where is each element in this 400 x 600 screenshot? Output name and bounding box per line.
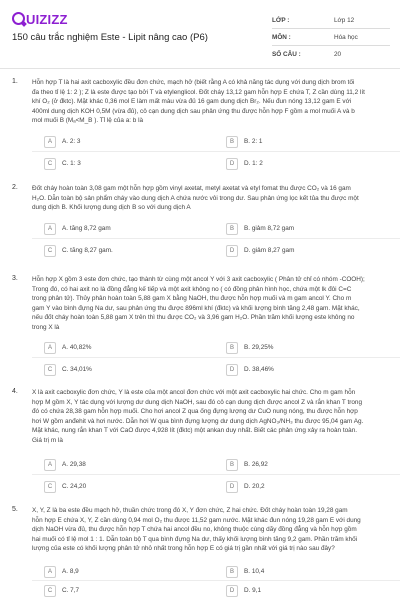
meta-value: Lớp 12 [334,16,355,24]
option-text: B. 26,92 [244,461,268,468]
option-text: C. 1: 3 [62,160,81,167]
question-text-line: mol muối B (Mₐ<M_B ). Tỉ lệ của a: b là [32,117,144,125]
option-letter: B [226,566,238,578]
question-text-line: X, Y, Z là ba este đều mạch hở, thuần chức trong đó X, Y đơn chức, Z hai chức. Đốt cháy hoàn toàn 19,28 gam [32,507,348,514]
option-d[interactable] [226,157,263,170]
question-text-line: X là axit cacboxylic đơn chức, Y là este của một ancol đơn chức với một axit cacboxylic hai chức. Cho m gam hỗn [32,389,356,396]
worksheet-header [0,0,400,68]
option-letter: C [44,245,56,257]
option-text: A. 8,9 [62,568,79,575]
option-text: D. 1: 2 [244,160,263,167]
question-text-line: đó có chứa 28,38 gam hỗn hợp muối. Cho hơi ancol Z qua ống đựng lượng dư CuO nung nóng, thu được hỗn hợp [32,408,358,416]
question-number: 1. [12,78,18,85]
option-text: A. 29,38 [62,461,86,468]
option-divider [32,151,400,152]
option-a[interactable] [44,135,80,148]
option-c[interactable] [44,157,81,170]
question-text-line: gam Y vào bình đựng Na dư, sau phản ứng thu được 896ml khí (đktc) và khối lượng bình tăng 2,48 gam. Mặt khác, [32,304,360,312]
option-a[interactable] [44,222,111,235]
question-text-line: dung dịch B. Khối lượng dung dịch B so với dung dịch A [32,204,191,212]
option-a[interactable] [44,565,79,578]
question-text-line: hai muối có tỉ lệ mol 1 : 1. Dẫn toàn bộ T qua bình đựng Na dư, thấy khối lượng bình tăng 9,2 gam. Phần trăm khối [32,535,358,543]
question-text-line: trong phân tử). Thủy phân hoàn toàn 5,88 gam X bằng NaOH, thu được hỗn hợp muối và m gam ancol Y. Cho m [32,295,352,303]
question-text-line: hơi W gồm anđehit và hơi nước. Dẫn hơi W qua bình đựng lượng dư dung dịch AgNO₃/NH₃ thu được 95,04 gam Ag. [32,417,364,425]
question-text-line: H₂O. Dẫn toàn bộ sản phẩm cháy vào dung dịch A chứa nước vôi trong dư. Sau phản ứng lọc kết tủa thu được một [32,194,359,202]
option-text: D. 38,46% [244,366,274,373]
question-text-line: Hỗn hợp T là hai axit cacboxylic đều đơn chức, mạch hở (biết rằng A có khả năng tác dụng với dung dịch brom tối [32,79,355,86]
option-letter: C [44,364,56,376]
question-text-line: Đốt cháy hoàn toàn 3,08 gam một hỗn hợp gồm vinyl axetat, metyl axetat và etyl fomat thu được CO₂ và 16 gam [32,185,351,192]
option-letter: D [226,158,238,170]
meta-row-class [272,12,390,29]
option-b[interactable] [226,135,262,148]
option-text: B. 29,25% [244,344,274,351]
meta-value: 20 [334,51,342,58]
question-number: 4. [12,388,18,395]
option-letter: B [226,223,238,235]
question-text-line: trong X là [32,324,60,331]
logo-q-icon [12,12,25,25]
option-letter: C [44,585,56,597]
question-text-line: lượng của este có khối lượng phân tử nhỏ nhất trong hỗn hợp E có giá trị gần nhất với giá trị nào sau đây? [32,545,335,553]
option-letter: A [44,459,56,471]
question-text-line: hỗn hợp E chứa X, Y, Z cần dùng 0,94 mol O₂ thu được 11,52 gam nước. Mặt khác đun nóng 19,28 gam E với dung [32,516,361,524]
option-text: C. 7,7 [62,587,80,594]
quizizz-logo[interactable] [12,11,68,27]
option-letter: D [226,585,238,597]
option-d[interactable] [226,584,261,597]
option-text: C. 24,20 [62,483,87,490]
meta-key: SỐ CÂU : [272,51,301,58]
option-divider [32,357,400,358]
option-d[interactable] [226,363,274,376]
question-number: 5. [12,506,18,513]
option-text: D. 9,1 [244,587,262,594]
option-letter: D [226,364,238,376]
option-text: A. 40,82% [62,344,92,351]
option-letter: D [226,245,238,257]
option-text: D. 20,2 [244,483,265,490]
option-b[interactable] [226,458,268,471]
logo-text: UIZIZZ [26,12,68,27]
option-letter: C [44,481,56,493]
option-text: A. tăng 8,72 gam [62,225,111,232]
option-text: C. tăng 8,27 gam. [62,247,113,254]
option-letter: A [44,566,56,578]
option-divider [32,238,400,239]
option-text: B. 2: 1 [244,138,263,145]
option-c[interactable] [44,480,86,493]
question-text-line: hợp M gồm X, Y tác dụng với lượng dư dung dịch NaOH, sau đó cô cạn dung dịch được ancol Z và rắn khan T trong [32,398,363,406]
question-text-line: dịch NaOH vừa đủ, thu được hỗn hợp T chứa hai ancol đều no, không thuộc cùng dãy đồng đẳng và hỗn hợp gồm [32,526,357,534]
option-text: B. giảm 8,72 gam [244,225,295,232]
question-text-line: nếu đốt cháy hoàn toàn 5,88 gam X trên thì thu được CO₂ và 3,96 gam H₂O. Phần trăm khối lượng este không no [32,314,355,322]
question-text-line: Mặt khác, nung rắn khan T với CaO được 4,928 lít (đktc) một ankan duy nhất. Biết các phản ứng xảy ra hoàn toàn. [32,427,358,435]
page-title: 150 câu trắc nghiệm Este - Lipit nâng cao (P6) [12,32,208,43]
option-c[interactable] [44,584,79,597]
question-text-line: Trong đó, có hai axit no là đồng đẳng kế tiếp và một axit không no ( có đồng phân hình học, chứa một lk đôi C=C [32,285,352,293]
question-text-line: Giá trị m là [32,437,63,444]
header-divider [0,68,400,69]
option-c[interactable] [44,244,113,257]
option-text: A. 2: 3 [62,138,81,145]
option-text: D. giảm 8,27 gam [244,247,295,254]
option-text: B. 10,4 [244,568,265,575]
option-text: C. 34,01% [62,366,92,373]
option-b[interactable] [226,222,294,235]
option-b[interactable] [226,565,264,578]
option-a[interactable] [44,458,86,471]
option-d[interactable] [226,244,294,257]
meta-key: MÔN : [272,33,291,41]
option-letter: A [44,223,56,235]
option-divider [32,474,400,475]
question-text-line: khí O₂ (ở đktc). Mặt khác 0,36 mol E làm mất màu vừa đủ 16 gam dung dịch Br₂. Nếu đun nóng 13,12 gam E với [32,98,352,106]
option-a[interactable] [44,341,92,354]
question-text-line: Hỗn hợp X gồm 3 este đơn chức, tạo thành từ cùng một ancol Y với 3 axit cacboxylic ( Phân tử chỉ có nhóm -COOH); [32,276,365,283]
meta-key: LỚP : [272,16,290,24]
option-letter: C [44,158,56,170]
meta-value: Hóa học [334,33,358,41]
option-divider [32,580,400,581]
option-letter: B [226,459,238,471]
option-letter: B [226,342,238,354]
question-text-line: đa theo tỉ lệ 1: 2 ); Z là este được tạo bởi T và etylenglicol. Đốt cháy 13,12 gam hỗn hợp E chứa T, Z cần dùng 11,2 lít [32,88,365,96]
question-text-line: 400ml dung dịch KOH 0,5M (vừa đủ), cô cạn dung dịch sau phản ứng thu được hỗn hợp F gồm a mol muối A và b [32,107,355,115]
option-c[interactable] [44,363,92,376]
option-d[interactable] [226,480,265,493]
meta-row-subject [272,29,390,46]
question-number: 3. [12,275,18,282]
option-letter: A [44,342,56,354]
option-letter: A [44,136,56,148]
meta-row-count [272,46,390,63]
option-letter: D [226,481,238,493]
question-number: 2. [12,184,18,191]
meta-table [272,12,390,63]
option-letter: B [226,136,238,148]
option-b[interactable] [226,341,274,354]
